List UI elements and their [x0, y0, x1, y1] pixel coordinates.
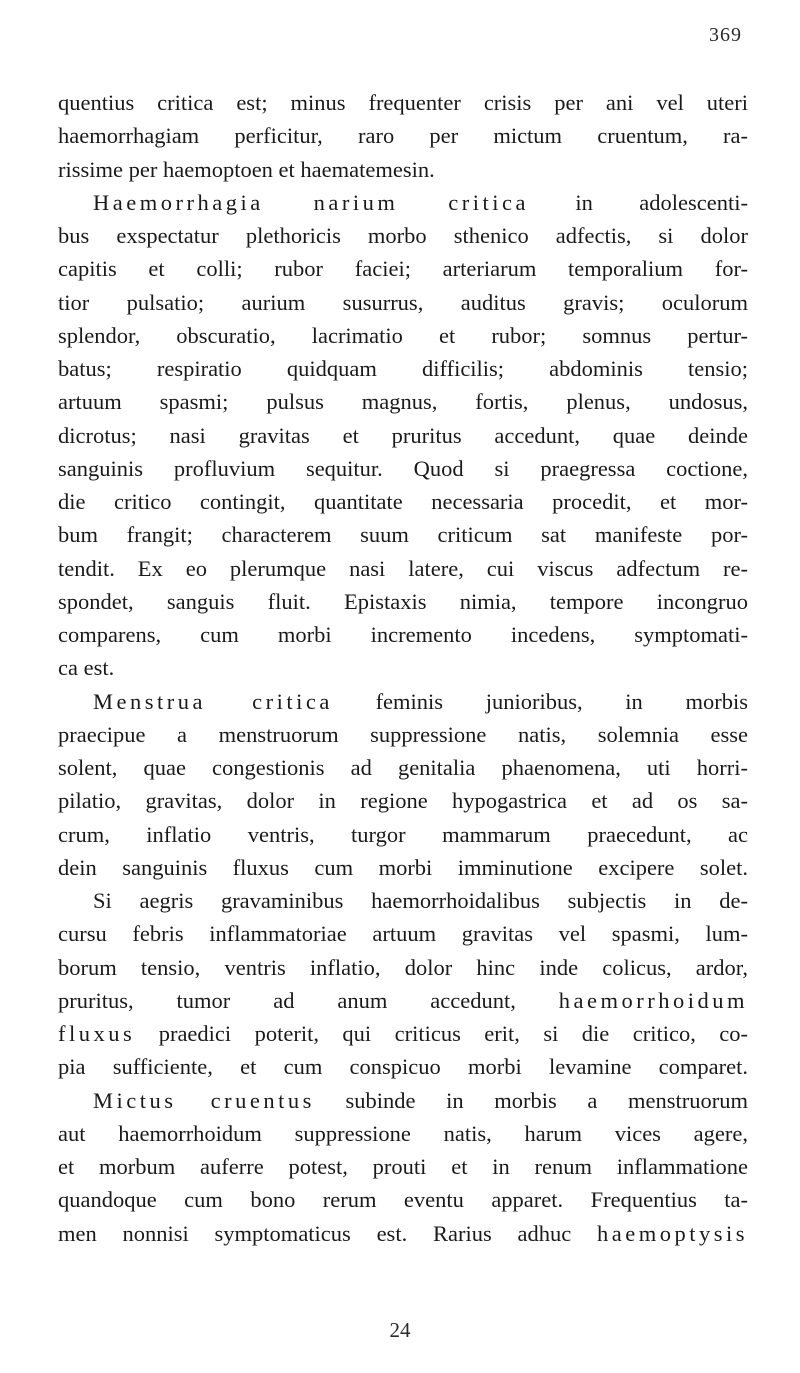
text-line: bum frangit; characterem suum criticum sat manifeste por-	[58, 522, 748, 548]
text-line: capitis et colli; rubor faciei; arteriarum temporalium for-	[58, 256, 748, 282]
text-line: pilatio, gravitas, dolor in regione hypogastrica et ad os sa-	[58, 788, 748, 814]
text-line: men nonnisi symptomaticus est. Rarius adhuc haemoptysis	[58, 1220, 748, 1246]
signature-mark: 24	[389, 1318, 411, 1342]
page-number: 369	[709, 24, 742, 46]
text-line: splendor, obscuratio, lacrimatio et rubor; somnus pertur-	[58, 322, 748, 348]
text-line: Si aegris gravaminibus haemorrhoidalibus subjectis in de-	[93, 888, 748, 913]
text-line: Menstrua critica feminis junioribus, in morbis	[93, 688, 748, 714]
text-line: cursu febris inflammatoriae artuum gravitas vel spasmi, lum-	[58, 921, 748, 947]
text-line: comparens, cum morbi incremento incedens, symptomati-	[58, 622, 748, 647]
text-line: aut haemorrhoidum suppressione natis, harum vices agere,	[58, 1120, 748, 1146]
text-line: fluxus praedici poterit, qui criticus erit, si die critico, co-	[58, 1021, 748, 1046]
text-line: Haemorrhagia narium critica in adolescenti-	[93, 189, 748, 215]
text-line: sanguinis profluvium sequitur. Quod si praegressa coctione,	[58, 455, 748, 481]
text-line: et morbum auferre potest, prouti et in renum inflammatione	[58, 1154, 748, 1179]
text-line: die critico contingit, quantitate necessaria procedit, et mor-	[58, 489, 748, 514]
text-line: spondet, sanguis fluit. Epistaxis nimia, tempore incongruo	[58, 588, 748, 614]
text-line: pia sufficiente, et cum conspicuo morbi levamine comparet.	[58, 1054, 748, 1080]
text-line: artuum spasmi; pulsus magnus, fortis, plenus, undosus,	[58, 389, 748, 415]
text-line: solent, quae congestionis ad genitalia phaenomena, uti horri-	[58, 755, 748, 780]
text-line: quandoque cum bono rerum eventu apparet. Frequentius ta-	[58, 1187, 748, 1213]
text-line: haemorrhagiam perficitur, raro per mictum cruentum, ra-	[58, 123, 748, 149]
text-line: dein sanguinis fluxus cum morbi imminutione excipere solet.	[58, 854, 748, 880]
text-line: batus; respiratio quidquam difficilis; abdominis tensio;	[58, 356, 748, 381]
text-line: tendit. Ex eo plerumque nasi latere, cui viscus adfectum re-	[58, 555, 748, 581]
text-line: praecipue a menstruorum suppressione natis, solemnia esse	[58, 721, 748, 747]
body-text	[58, 86, 748, 1250]
text-line: bus exspectatur plethoricis morbo sthenico adfectis, si dolor	[58, 223, 748, 248]
text-line: quentius critica est; minus frequenter crisis per ani vel uteri	[58, 90, 748, 115]
text-line: Mictus cruentus subinde in morbis a menstruorum	[93, 1087, 748, 1113]
text-line: ca est.	[58, 655, 115, 681]
text-line: pruritus, tumor ad anum accedunt, haemorrhoidum	[58, 987, 748, 1013]
text-line: crum, inflatio ventris, turgor mammarum praecedunt, ac	[58, 821, 748, 847]
text-line: borum tensio, ventris inflatio, dolor hinc inde colicus, ardor,	[58, 954, 748, 980]
text-line: dicrotus; nasi gravitas et pruritus accedunt, quae deinde	[58, 422, 748, 448]
text-line: rissime per haemoptoen et haematemesin.	[58, 156, 435, 182]
text-line: tior pulsatio; aurium susurrus, auditus gravis; oculorum	[58, 289, 748, 315]
